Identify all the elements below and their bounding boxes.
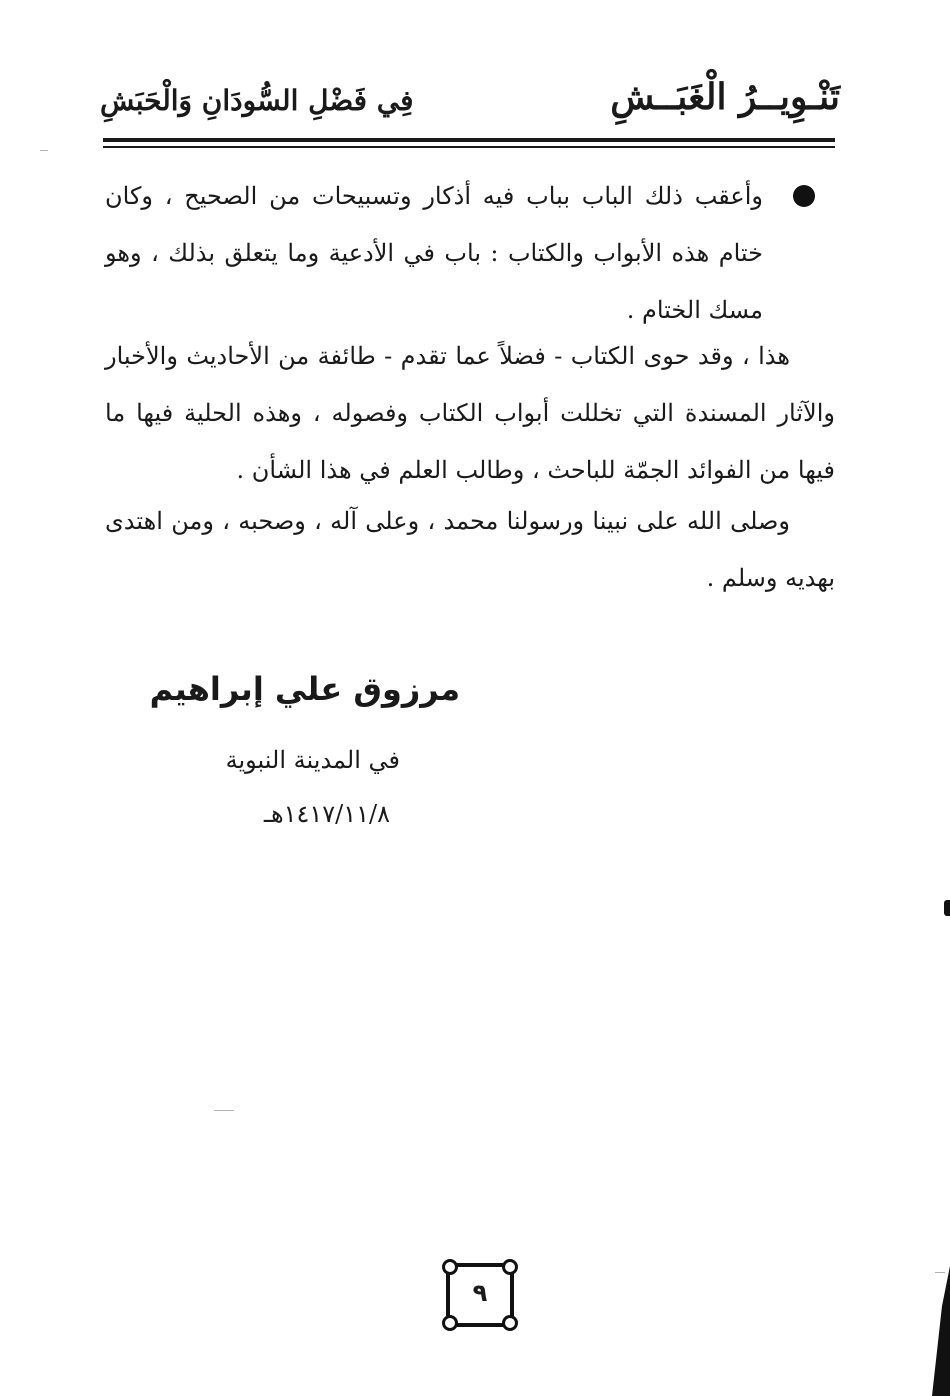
- signature-date: ١٤١٧/١١/٨هـ: [263, 800, 390, 828]
- scan-edge-mark: [944, 900, 950, 916]
- header-rule-thick: [103, 138, 835, 142]
- running-header: [100, 70, 840, 136]
- paragraph-2: هذا ، وقد حوى الكتاب - فضلاً عما تقدم - طائفة من الأحاديث والأخبار والآثار المسندة التي تخللت أبواب الكتاب وفصوله ، وهذه الحلية فيها ما فيها من الفوائد الجمّة للباحث ، وطالب العلم في هذا الشأن .: [105, 342, 835, 484]
- author-name: مرزوق علي إبراهيم: [149, 670, 460, 708]
- frame-corner-ornament: [502, 1259, 518, 1275]
- bullet-paragraph-text: وأعقب ذلك الباب بباب فيه أذكار وتسبيحات من الصحيح ، وكان ختام هذه الأبواب والكتاب : باب في الأدعية وما يتعلق بذلك ، وهو مسك الختام .: [105, 182, 763, 324]
- book-subtitle: فِي فَضْلِ السُّودَانِ وَالْحَبَشِ: [100, 84, 414, 117]
- page-number: ٩: [472, 1279, 488, 1307]
- page-number-frame: [446, 1263, 514, 1327]
- scan-edge-shadow: [920, 1266, 950, 1396]
- bullet-icon: [793, 185, 815, 207]
- frame-corner-ornament: [442, 1315, 458, 1331]
- signature-place: في المدينة النبوية: [225, 746, 400, 774]
- frame-corner-ornament: [502, 1315, 518, 1331]
- header-rule-thin: [103, 146, 835, 148]
- book-title: تَنْـوِيــرُ الْغَبَــشِ: [610, 76, 840, 118]
- scan-speck: [40, 150, 48, 151]
- scan-speck: [214, 1110, 234, 1111]
- bullet-paragraph: [105, 168, 835, 339]
- frame-corner-ornament: [442, 1259, 458, 1275]
- scan-speck: [935, 1272, 945, 1273]
- paragraph-3: وصلى الله على نبينا ورسولنا محمد ، وعلى آله ، وصحبه ، ومن اهتدى بهديه وسلم .: [105, 507, 835, 592]
